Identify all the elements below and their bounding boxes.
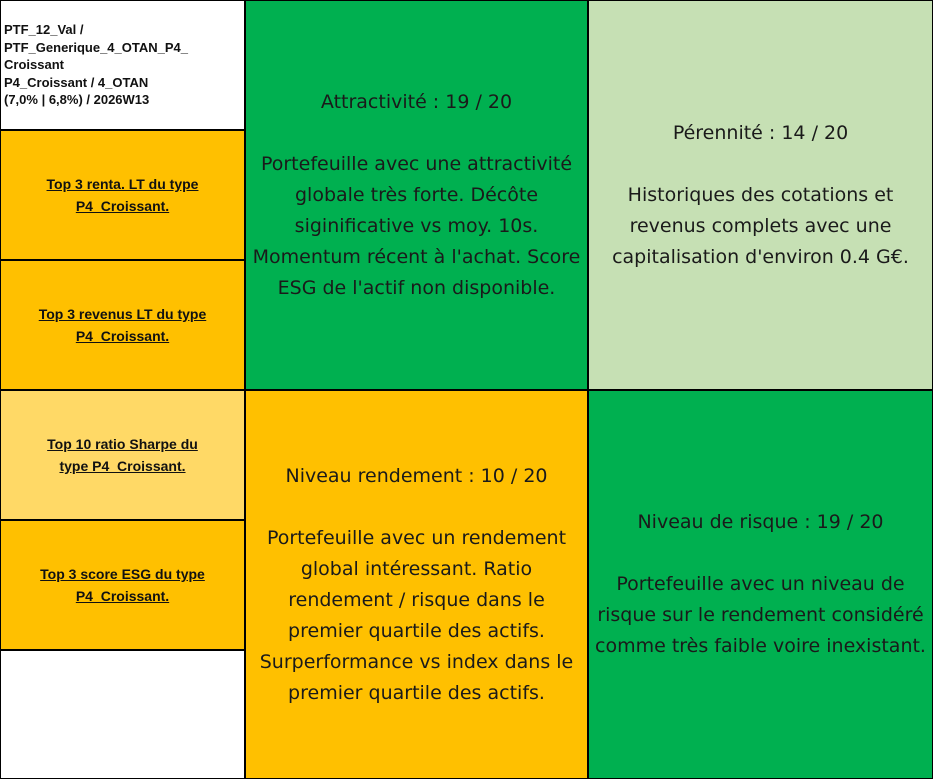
top10-sharpe-link[interactable] [0,390,245,520]
attractivite-score-cell [245,0,588,390]
portfolio-title-line: (7,0% | 6,8%) / 2026W13 [4,92,150,108]
top3-revenus-link[interactable] [0,260,245,390]
perennite-heading: Pérennité : 14 / 20 [672,121,849,144]
risque-heading: Niveau de risque : 19 / 20 [637,511,884,533]
link-line: Top 3 revenus LT du type [38,306,207,322]
link-line: P4_Croissant. [75,588,170,604]
link-line: Top 3 score ESG du type [40,566,205,582]
link-line: type P4_Croissant. [59,458,186,474]
portfolio-title-line: P4_Croissant / 4_OTAN [4,74,149,90]
attractivite-description: Portefeuille avec une attractivité globale très forte. Décôte siginificative vs moy. 10s. Momentum récent à l'achat. Score ESG de l'actif non disponible. [252,152,581,299]
rendement-score-cell [245,390,588,779]
perennite-description: Historiques des cotations et revenus complets avec une capitalisation d'environ 0.4 G€. [612,183,909,268]
attractivite-heading: Attractivité : 19 / 20 [320,90,513,113]
top3-esg-link[interactable] [0,520,245,650]
portfolio-title-line: PTF_12_Val / [4,22,84,38]
risque-description: Portefeuille avec un niveau de risque sur le rendement considéré comme très faible voire inexistant. [595,573,926,657]
empty-cell [0,650,245,779]
link-line: Top 3 renta. LT du type [46,176,199,192]
portfolio-title-line: PTF_Generique_4_OTAN_P4_ [4,39,188,55]
portfolio-title [0,0,245,130]
link-line: P4_Croissant. [75,198,170,214]
portfolio-title-line: Croissant [4,57,64,73]
rendement-heading: Niveau rendement : 10 / 20 [285,464,548,487]
rendement-description: Portefeuille avec un rendement global intéressant. Ratio rendement / risque dans le premier quartile des actifs. Surperformance vs index dans le premier quartile des actifs. [259,526,574,704]
link-line: P4_Croissant. [75,328,170,344]
risque-score-cell [588,390,933,779]
perennite-score-cell [588,0,933,390]
top3-renta-link[interactable] [0,130,245,260]
link-line: Top 10 ratio Sharpe du [47,436,198,452]
